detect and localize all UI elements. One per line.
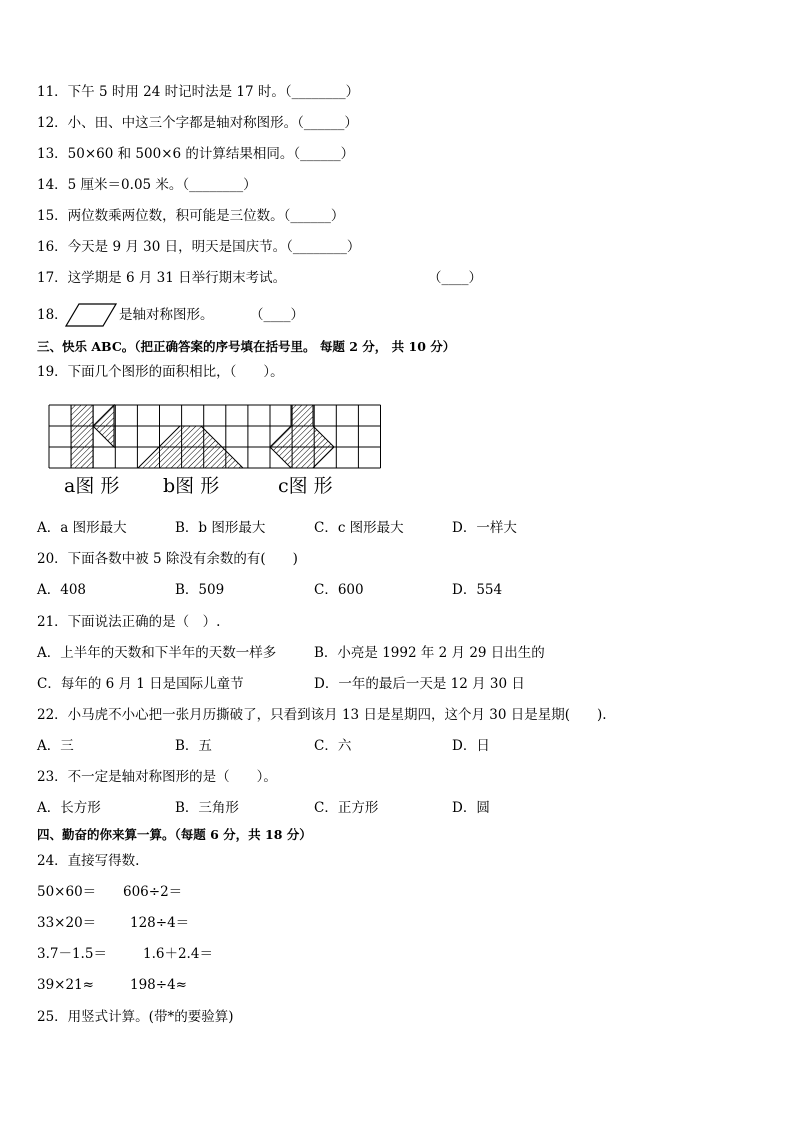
figure-label-c: c图 形 — [278, 475, 333, 497]
question-18-number: 18． — [37, 307, 68, 323]
q22-option-b: B．五 — [175, 738, 212, 754]
question-17: 17．这学期是 6 月 31 日举行期末考试。 — [37, 270, 287, 286]
q23-option-c: C．正方形 — [314, 800, 379, 816]
question-17-blank: （____） — [428, 270, 482, 286]
calc-item: 128÷4＝ — [130, 915, 190, 931]
q19-option-a: A．a 图形最大 — [37, 520, 127, 536]
figure-label-b: b图 形 — [163, 475, 220, 497]
question-25-stem: 25．用竖式计算。(带*的要验算) — [37, 1009, 234, 1025]
q21-option-a: A．上半年的天数和下半年的天数一样多 — [37, 645, 277, 661]
question-23-stem: 23．不一定是轴对称图形的是（ ）。 — [37, 769, 277, 785]
section-4-heading: 四、勤奋的你来算一算。（每题 6 分，共 18 分） — [37, 827, 312, 842]
q23-option-d: D．圆 — [452, 800, 490, 816]
calc-item: 3.7－1.5＝ — [37, 946, 107, 962]
section-3-heading: 三、快乐 ABC。（把正确答案的序号填在括号里。 每题 2 分， 共 10 分） — [37, 339, 456, 354]
q21-option-b: B．小亮是 1992 年 2 月 29 日出生的 — [314, 645, 545, 661]
question-19-stem: 19．下面几个图形的面积相比，（ ）。 — [37, 364, 284, 380]
question-21-stem: 21．下面说法正确的是（ ）. — [37, 614, 221, 630]
figure-label-a: a图 形 — [64, 475, 120, 497]
question-14: 14．5 厘米＝0.05 米。（________） — [37, 177, 257, 193]
q20-option-b: B．509 — [175, 582, 225, 598]
question-16: 16．今天是 9 月 30 日，明天是国庆节。（________） — [37, 239, 361, 255]
calc-item: 1.6＋2.4＝ — [143, 946, 213, 962]
calc-item: 606÷2＝ — [123, 884, 183, 900]
question-24-stem: 24．直接写得数. — [37, 853, 140, 869]
q20-option-a: A．408 — [37, 582, 87, 598]
q22-option-c: C．六 — [314, 738, 352, 754]
q21-option-c: C．每年的 6 月 1 日是国际儿童节 — [37, 676, 244, 692]
question-20-stem: 20．下面各数中被 5 除没有余数的有( ) — [37, 551, 298, 567]
calc-item: 33×20＝ — [37, 915, 97, 931]
q21-option-d: D．一年的最后一天是 12 月 30 日 — [314, 676, 525, 692]
question-18-text: 是轴对称图形。 — [119, 307, 214, 323]
q20-option-c: C．600 — [314, 582, 364, 598]
calc-item: 50×60＝ — [37, 884, 97, 900]
q19-option-b: B．b 图形最大 — [175, 520, 266, 536]
question-13: 13．50×60 和 500×6 的计算结果相同。（______） — [37, 146, 355, 162]
q19-option-c: C．c 图形最大 — [314, 520, 404, 536]
question-15: 15．两位数乘两位数，积可能是三位数。（______） — [37, 208, 345, 224]
q23-option-b: B．三角形 — [175, 800, 239, 816]
calc-item: 198÷4≈ — [130, 977, 187, 993]
question-11: 11．下午 5 时用 24 时记时法是 17 时。（________） — [37, 84, 360, 100]
calc-item: 39×21≈ — [37, 977, 94, 993]
q23-option-a: A．长方形 — [37, 800, 101, 816]
question-18-blank: （____） — [250, 307, 304, 323]
question-12: 12．小、田、中这三个字都是轴对称图形。（______） — [37, 115, 358, 131]
grid-figure — [48, 404, 382, 500]
q22-option-d: D．日 — [452, 738, 490, 754]
question-22-stem: 22．小马虎不小心把一张月历撕破了，只看到该月 13 日是星期四，这个月 30 日是星期( ). — [37, 707, 607, 723]
q20-option-d: D．554 — [452, 582, 503, 598]
parallelogram-icon — [65, 302, 117, 328]
q22-option-a: A．三 — [37, 738, 74, 754]
q19-option-d: D．一样大 — [452, 520, 517, 536]
